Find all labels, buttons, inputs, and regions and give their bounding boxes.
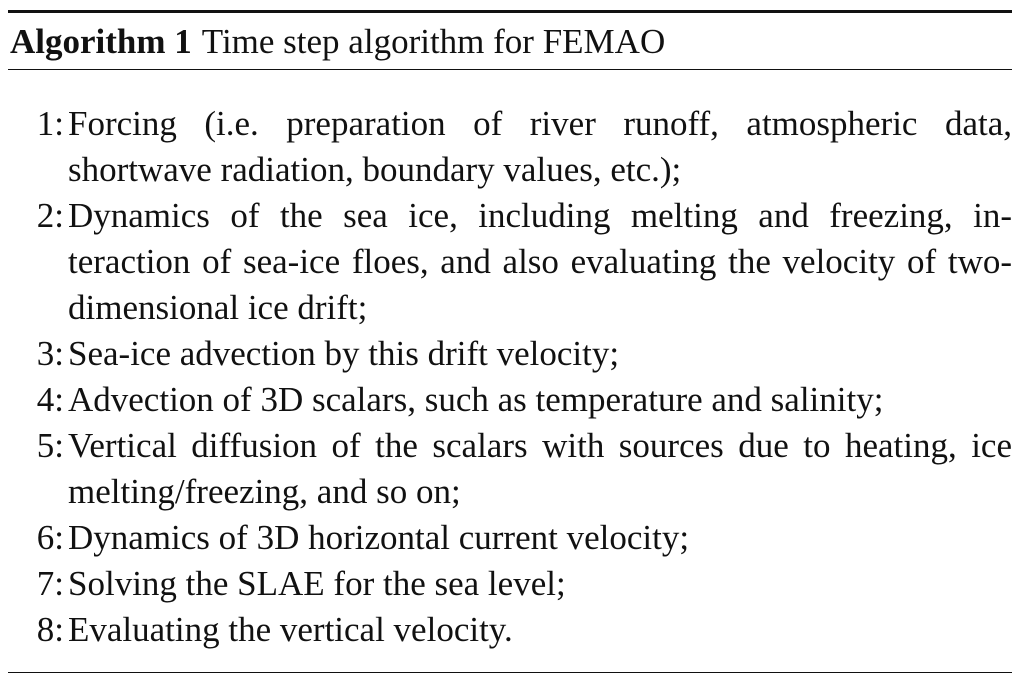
algorithm-block (8, 10, 1012, 673)
step-text: Evaluating the vertical velocity. (68, 610, 513, 649)
algorithm-step (8, 101, 1012, 193)
step-number: 5: (36, 426, 64, 465)
step-text: Advection of 3D scalars, such as temperature and salinity; (68, 380, 884, 419)
step-text: Sea-ice advection by this drift velocity; (68, 334, 620, 373)
algorithm-step (8, 423, 1012, 515)
algorithm-step (8, 377, 1012, 423)
algorithm-step (8, 515, 1012, 561)
step-text: Dynamics of the sea ice, including melting and freezing, interaction of sea-ice floes, and also evaluating the velocity of two-dimensional ice drift; (68, 196, 1012, 327)
step-number: 3: (36, 334, 64, 373)
step-number: 1: (36, 104, 64, 143)
algorithm-title: Time step algorithm for FEMAO (201, 21, 666, 61)
step-text: Vertical diffusion of the scalars with sources due to heating, ice melting/freezing, and so on; (68, 426, 1012, 511)
step-number: 6: (36, 518, 64, 557)
algorithm-label: Algorithm 1 (10, 21, 192, 61)
step-number: 8: (36, 610, 64, 649)
step-text: Dynamics of 3D horizontal current velocity; (68, 518, 690, 557)
algorithm-step (8, 561, 1012, 607)
step-number: 4: (36, 380, 64, 419)
algorithm-steps (8, 70, 1012, 672)
step-text: Solving the SLAE for the sea level; (68, 564, 566, 603)
bottom-rule (8, 672, 1012, 673)
algorithm-step (8, 607, 1012, 653)
algorithm-step (8, 193, 1012, 331)
step-text: Forcing (i.e. preparation of river runoff, atmospheric data, shortwave radiation, boundary values, etc.); (68, 104, 1012, 189)
algorithm-step (8, 331, 1012, 377)
step-number: 2: (36, 196, 64, 235)
algorithm-caption (8, 13, 1012, 69)
step-number: 7: (36, 564, 64, 603)
